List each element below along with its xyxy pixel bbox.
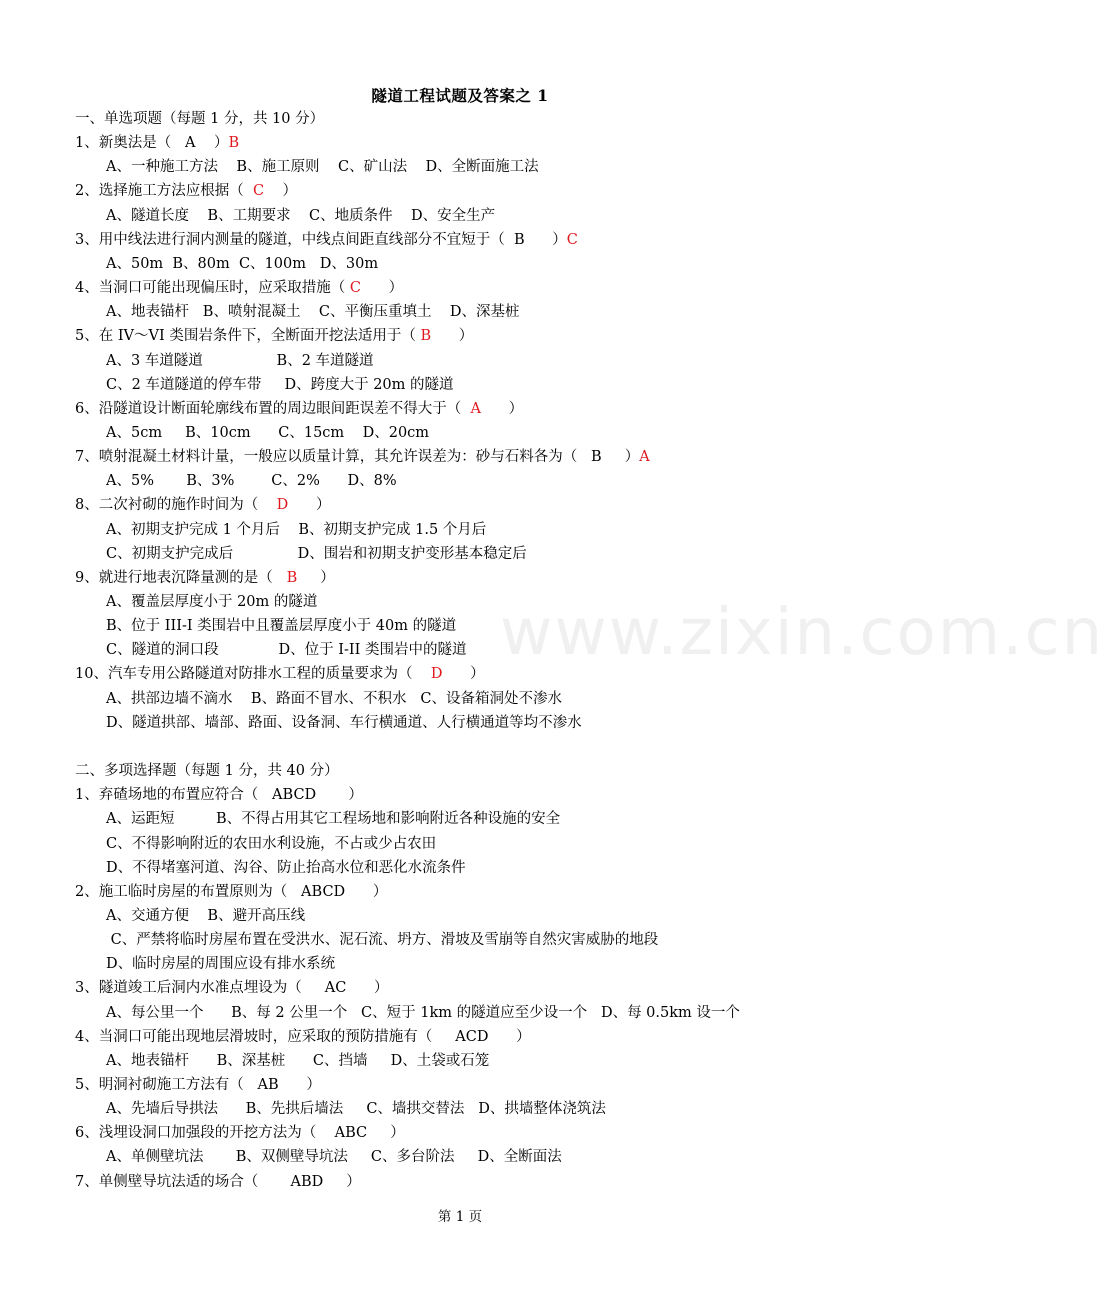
line-text: C、不得影响附近的农田水利设施，不占或少占农田 <box>106 835 437 852</box>
page-title: 隧道工程试题及答案之 1 <box>371 86 549 105</box>
text-line <box>106 374 454 396</box>
line-text: 1、弃碴场地的布置应符合（ ABCD ） <box>75 787 363 804</box>
watermark: www.zixin.com.cn <box>500 596 1104 670</box>
line-text: 1、新奥法是（ A ） <box>75 135 229 152</box>
line-text: 4、当洞口可能出现地层滑坡时，应采取的预防措施有（ ACD ） <box>75 1028 531 1045</box>
line-text: A、5cm B、10cm C、15cm D、20cm <box>106 424 430 441</box>
text-line <box>75 1074 321 1096</box>
text-line <box>75 1171 361 1193</box>
text-line <box>75 132 239 154</box>
line-text: 一、单选项题（每题 1 分，共 10 分） <box>75 111 325 127</box>
line-text-after: ） <box>288 497 331 514</box>
text-line <box>106 301 520 323</box>
text-line <box>75 277 403 299</box>
line-text: C、2 车道隧道的停车带 D、跨度大于 20m 的隧道 <box>106 376 454 393</box>
text-line <box>106 615 456 637</box>
text-line <box>106 591 317 613</box>
line-text: A、先墙后导拱法 B、先拱后墙法 C、墙拱交替法 D、拱墙整体浇筑法 <box>106 1101 606 1118</box>
line-text: A、3 车道隧道 B、2 车道隧道 <box>106 352 374 369</box>
line-text: A、50m B、80m C、100m D、30m <box>106 255 379 272</box>
line-text: A、5% B、3% C、2% D、8% <box>106 473 397 490</box>
line-text: A、运距短 B、不得占用其它工程场地和影响附近各种设施的安全 <box>106 811 561 828</box>
text-line <box>106 543 527 565</box>
text-line <box>106 953 335 975</box>
text-line <box>106 1098 606 1120</box>
text-line <box>106 712 582 734</box>
line-text-after: ） <box>431 328 474 345</box>
text-line <box>106 1146 562 1168</box>
line-text: 5、在 IV～VI 类围岩条件下，全断面开挖法适用于（ <box>75 328 421 345</box>
line-text: 2、选择施工方法应根据（ <box>75 183 253 200</box>
line-text: 3、用中线法进行洞内测量的隧道，中线点间距直线部分不宜短于（ B ） <box>75 231 567 248</box>
line-text: 7、单侧壁导坑法适的场合（ ABD ） <box>75 1173 361 1190</box>
text-line <box>75 567 335 589</box>
text-line <box>75 494 330 516</box>
text-line <box>106 422 429 444</box>
text-line <box>106 156 539 178</box>
line-text-after: ） <box>442 666 485 683</box>
text-line <box>106 833 436 855</box>
red-answer: C <box>566 231 578 248</box>
text-line <box>106 205 495 227</box>
line-text: A、每公里一个 B、每 2 公里一个 C、短于 1km 的隧道应至少设一个 D、每 0.5km 设一个 <box>106 1004 740 1021</box>
line-text: 2、施工临时房屋的布置原则为（ ABCD ） <box>75 883 388 900</box>
line-text: A、地表锚杆 B、深基桩 C、挡墙 D、土袋或石笼 <box>106 1052 490 1069</box>
line-text: A、覆盖层厚度小于 20m 的隧道 <box>106 594 318 610</box>
text-line <box>75 446 650 468</box>
text-line <box>75 229 578 251</box>
text-line <box>75 398 523 420</box>
line-text: D、隧道拱部、墙部、路面、设备洞、车行横通道、人行横通道等均不渗水 <box>106 714 582 731</box>
line-text: B、位于 III-I 类围岩中且覆盖层厚度小于 40m 的隧道 <box>106 618 457 635</box>
red-answer: D <box>430 666 443 683</box>
text-line <box>106 350 374 372</box>
text-line <box>106 1002 740 1024</box>
line-text-after: ） <box>297 569 335 586</box>
text-line <box>106 1050 489 1072</box>
line-text: 6、浅埋设洞口加强段的开挖方法为（ ABC ） <box>75 1125 405 1142</box>
line-text-after: ） <box>264 183 297 200</box>
red-answer: C <box>252 183 265 200</box>
red-answer: B <box>420 328 432 345</box>
text-line <box>75 325 473 347</box>
line-text: A、单侧壁坑法 B、双侧壁导坑法 C、多台阶法 D、全断面法 <box>106 1149 562 1166</box>
line-text: A、隧道长度 B、工期要求 C、地质条件 D、安全生产 <box>106 207 496 224</box>
line-text: C、隧道的洞口段 D、位于 I-II 类围岩中的隧道 <box>106 642 467 659</box>
line-text-after: ） <box>360 280 404 297</box>
text-line <box>75 1026 531 1048</box>
line-text: 6、沿隧道设计断面轮廓线布置的周边眼间距误差不得大于（ <box>75 400 471 417</box>
line-text: D、不得堵塞河道、沟谷、防止抬高水位和恶化水流条件 <box>106 859 466 876</box>
line-text: 3、隧道竣工后洞内水准点埋设为（ AC ） <box>75 980 389 997</box>
text-line <box>106 905 305 927</box>
text-line <box>75 881 387 903</box>
line-text: D、临时房屋的周围应设有排水系统 <box>106 956 336 973</box>
red-answer: B <box>286 569 298 586</box>
line-text: 7、喷射混凝土材料计量，一般应以质量计算，其允许误差为：砂与石料各为（ B ） <box>75 449 640 466</box>
line-text: A、交通方便 B、避开高压线 <box>106 907 306 924</box>
text-line <box>75 1122 405 1144</box>
line-text: C、严禁将临时房屋布置在受洪水、泥石流、坍方、滑坡及雪崩等自然灾害威胁的地段 <box>106 932 659 949</box>
text-line <box>75 663 485 685</box>
line-text: 10、汽车专用公路隧道对防排水工程的质量要求为（ <box>75 666 431 683</box>
red-answer: A <box>470 400 481 417</box>
line-text: 9、就进行地表沉降量测的是（ <box>75 569 287 586</box>
red-answer: C <box>349 280 361 297</box>
page-footer: 第 1 页 <box>437 1209 483 1225</box>
text-line <box>75 977 389 999</box>
text-line <box>106 519 486 541</box>
line-text: C、初期支护完成后 D、围岩和初期支护变形基本稳定后 <box>106 545 527 562</box>
line-text: 4、当洞口可能出现偏压时，应采取措施（ <box>75 280 350 297</box>
line-text: A、地表锚杆 B、喷射混凝土 C、平衡压重填土 D、深基桩 <box>106 304 520 321</box>
text-line <box>106 639 466 661</box>
line-text: 8、二次衬砌的施作时间为（ <box>75 497 277 514</box>
line-text: A、一种施工方法 B、施工原则 C、矿山法 D、全断面施工法 <box>106 159 539 176</box>
line-text: A、初期支护完成 1 个月后 B、初期支护完成 1.5 个月后 <box>106 521 487 538</box>
line-text-after: ） <box>480 400 524 417</box>
text-line <box>106 857 466 879</box>
text-line <box>75 760 339 782</box>
line-text: 5、明洞衬砌施工方法有（ AB ） <box>75 1077 321 1093</box>
line-text: A、拱部边墙不滴水 B、路面不冒水、不积水 C、设备箱洞处不渗水 <box>106 690 562 707</box>
red-answer: D <box>276 497 289 514</box>
text-line <box>75 108 324 130</box>
text-line <box>106 808 560 830</box>
text-line <box>106 253 378 275</box>
red-answer: B <box>228 135 240 152</box>
text-line <box>106 470 397 492</box>
line-text: 二、多项选择题（每题 1 分，共 40 分） <box>75 763 339 780</box>
text-line <box>106 929 658 951</box>
text-line <box>75 180 297 202</box>
text-line <box>106 688 562 710</box>
text-line <box>75 784 363 806</box>
red-answer: A <box>639 449 650 466</box>
